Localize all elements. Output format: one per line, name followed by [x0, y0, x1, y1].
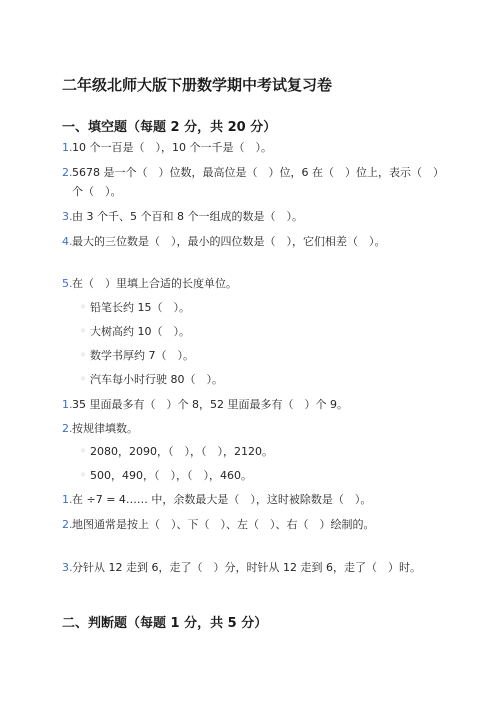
bullet-circle-icon: ◦	[80, 446, 86, 457]
bullet-circle-icon: ◦	[80, 374, 86, 385]
question-number: 3.	[62, 561, 73, 574]
question-number: 2.	[62, 166, 73, 179]
question-text: 在（ ）里填上合适的长度单位。	[72, 277, 237, 290]
question-item	[62, 274, 447, 293]
question-number: 2.	[62, 518, 73, 531]
bullet-item	[74, 370, 223, 389]
question-item	[62, 232, 447, 251]
question-text: 分针从 12 走到 6，走了（ ）分，时针从 12 走到 6，走了（ ）时。	[72, 561, 421, 574]
question-item	[62, 138, 447, 157]
bullet-item	[74, 346, 194, 365]
question-item	[62, 490, 447, 509]
question-text: 35 里面最多有（ ）个 8，52 里面最多有（ ）个 9。	[72, 398, 348, 411]
section-fill-blank-heading: 一、填空题（每题 2 分，共 20 分）	[62, 120, 277, 135]
question-text: 10 个一百是（ ），10 个一千是（ ）。	[72, 141, 272, 154]
question-number: 1.	[62, 493, 73, 506]
section-true-false-heading: 二、判断题（每题 1 分，共 5 分）	[62, 616, 268, 631]
question-number: 1.	[62, 398, 73, 411]
question-item	[62, 395, 447, 414]
bullet-circle-icon: ◦	[80, 470, 86, 481]
bullet-circle-icon: ◦	[80, 302, 86, 313]
bullet-text: 2080，2090，（ ），（ ），2120。	[90, 445, 273, 458]
bullet-circle-icon: ◦	[80, 326, 86, 337]
question-text: 5678 是一个（ ）位数，最高位是（ ）位，6 在（ ）位上，表示（ ）个（ ）。	[72, 166, 444, 198]
question-number: 3.	[62, 210, 73, 223]
question-item	[62, 163, 447, 201]
question-text: 按规律填数。	[72, 422, 138, 435]
question-number: 2.	[62, 422, 73, 435]
question-item	[62, 207, 447, 226]
question-item	[62, 419, 447, 438]
bullet-circle-icon: ◦	[80, 350, 86, 361]
bullet-text: 汽车每小时行驶 80（ ）。	[90, 373, 223, 386]
bullet-item	[74, 322, 190, 341]
question-text: 由 3 个千、5 个百和 8 个一组成的数是（ ）。	[72, 210, 303, 223]
bullet-item	[74, 298, 190, 317]
question-item	[62, 558, 447, 577]
bullet-item	[74, 442, 273, 461]
question-item	[62, 515, 447, 534]
question-text: 最大的三位数是（ ），最小的四位数是（ ），它们相差（ ）。	[72, 235, 386, 248]
bullet-text: 数学书厚约 7（ ）。	[90, 349, 194, 362]
bullet-text: 500，490，（ ），（ ），460。	[90, 469, 252, 482]
bullet-item	[74, 466, 252, 485]
question-text: 地图通常是按上（ ）、下（ ）、左（ ）、右（ ）绘制的。	[72, 518, 375, 531]
question-number: 5.	[62, 277, 73, 290]
page-title: 二年级北师大版下册数学期中考试复习卷	[62, 76, 333, 94]
question-number: 4.	[62, 235, 73, 248]
bullet-text: 铅笔长约 15（ ）。	[90, 301, 190, 314]
bullet-text: 大树高约 10（ ）。	[90, 325, 190, 338]
question-text: 在 ÷7 = 4…… 中，余数最大是（ ），这时被除数是（ ）。	[72, 493, 372, 506]
question-number: 1.	[62, 141, 73, 154]
